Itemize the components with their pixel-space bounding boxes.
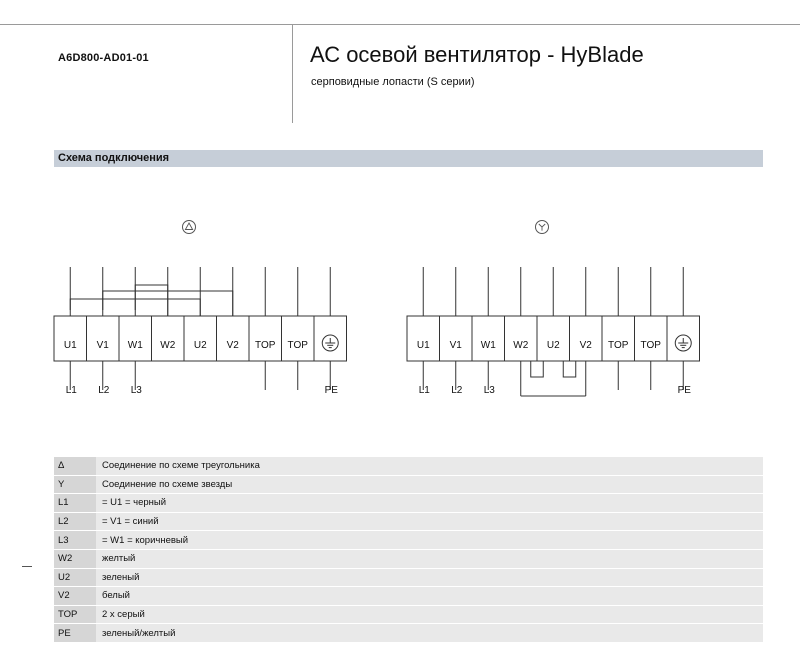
line-label: L2: [98, 385, 110, 396]
star-link: [563, 361, 576, 377]
terminal-label: V2: [579, 340, 592, 351]
terminal-label: W2: [513, 340, 529, 351]
legend-description: Соединение по схеме треугольника: [96, 457, 763, 475]
legend-description: = W1 = коричневый: [96, 531, 763, 550]
legend-row: [54, 605, 763, 624]
legend-table: [54, 457, 763, 643]
legend-description: 2 x серый: [96, 605, 763, 624]
legend-key: Y: [54, 475, 96, 494]
terminal-label: TOP: [287, 340, 308, 351]
legend-description: зеленый/желтый: [96, 624, 763, 643]
terminal-label: U1: [63, 340, 77, 351]
legend-row: [54, 512, 763, 531]
terminal-label: TOP: [255, 340, 276, 351]
terminal-label: V2: [226, 340, 239, 351]
legend-description: белый: [96, 587, 763, 606]
terminal-block: [54, 316, 347, 361]
terminal-label: U1: [416, 340, 430, 351]
delta-jumper: [135, 285, 168, 316]
legend-description: желтый: [96, 549, 763, 568]
delta-triangle-icon: [185, 223, 192, 230]
legend-row: [54, 624, 763, 643]
terminal-label: U2: [546, 340, 560, 351]
legend-key: TOP: [54, 605, 96, 624]
legend-row: [54, 531, 763, 550]
legend-key: PE: [54, 624, 96, 643]
wiring-diagram: [0, 200, 800, 430]
legend-row: [54, 457, 763, 475]
terminal-label: W2: [160, 340, 176, 351]
star-link: [531, 361, 544, 377]
legend-description: Соединение по схеме звезды: [96, 475, 763, 494]
legend-key: L1: [54, 494, 96, 513]
margin-mark: [22, 566, 32, 567]
terminal-label: V1: [449, 340, 462, 351]
terminal-label: W1: [127, 340, 143, 351]
line-label: PE: [324, 385, 338, 396]
legend-row: [54, 587, 763, 606]
legend-row: [54, 475, 763, 494]
page-title: АС осевой вентилятор - HyBlade: [310, 42, 644, 67]
star-y-icon: [539, 224, 545, 231]
model-number: A6D800-AD01-01: [58, 52, 149, 64]
line-label: L1: [65, 385, 77, 396]
legend-description: = U1 = черный: [96, 494, 763, 513]
terminal-label: W1: [480, 340, 496, 351]
page-subtitle: серповидные лопасти (S серии): [311, 76, 475, 88]
legend-key: L2: [54, 512, 96, 531]
header-vertical-divider: [292, 25, 293, 123]
legend-row: [54, 494, 763, 513]
terminal-label: V1: [96, 340, 109, 351]
legend-description: = V1 = синий: [96, 512, 763, 531]
legend-key: L3: [54, 531, 96, 550]
legend-row: [54, 568, 763, 587]
delta-connection-diagram: [54, 221, 347, 397]
legend-key: U2: [54, 568, 96, 587]
line-label: L3: [130, 385, 142, 396]
terminal-label: U2: [193, 340, 207, 351]
top-divider: [0, 24, 800, 25]
line-label: PE: [677, 385, 691, 396]
terminal-label: TOP: [640, 340, 661, 351]
terminal-label: TOP: [608, 340, 629, 351]
star-connection-diagram: [407, 221, 700, 397]
legend-row: [54, 549, 763, 568]
section-title: Схема подключения: [58, 152, 170, 164]
line-label: L1: [418, 385, 430, 396]
line-label: L3: [483, 385, 495, 396]
legend-key: Δ: [54, 457, 96, 475]
line-label: L2: [451, 385, 463, 396]
legend-key: W2: [54, 549, 96, 568]
legend-key: V2: [54, 587, 96, 606]
terminal-block: [407, 316, 700, 361]
legend-description: зеленый: [96, 568, 763, 587]
